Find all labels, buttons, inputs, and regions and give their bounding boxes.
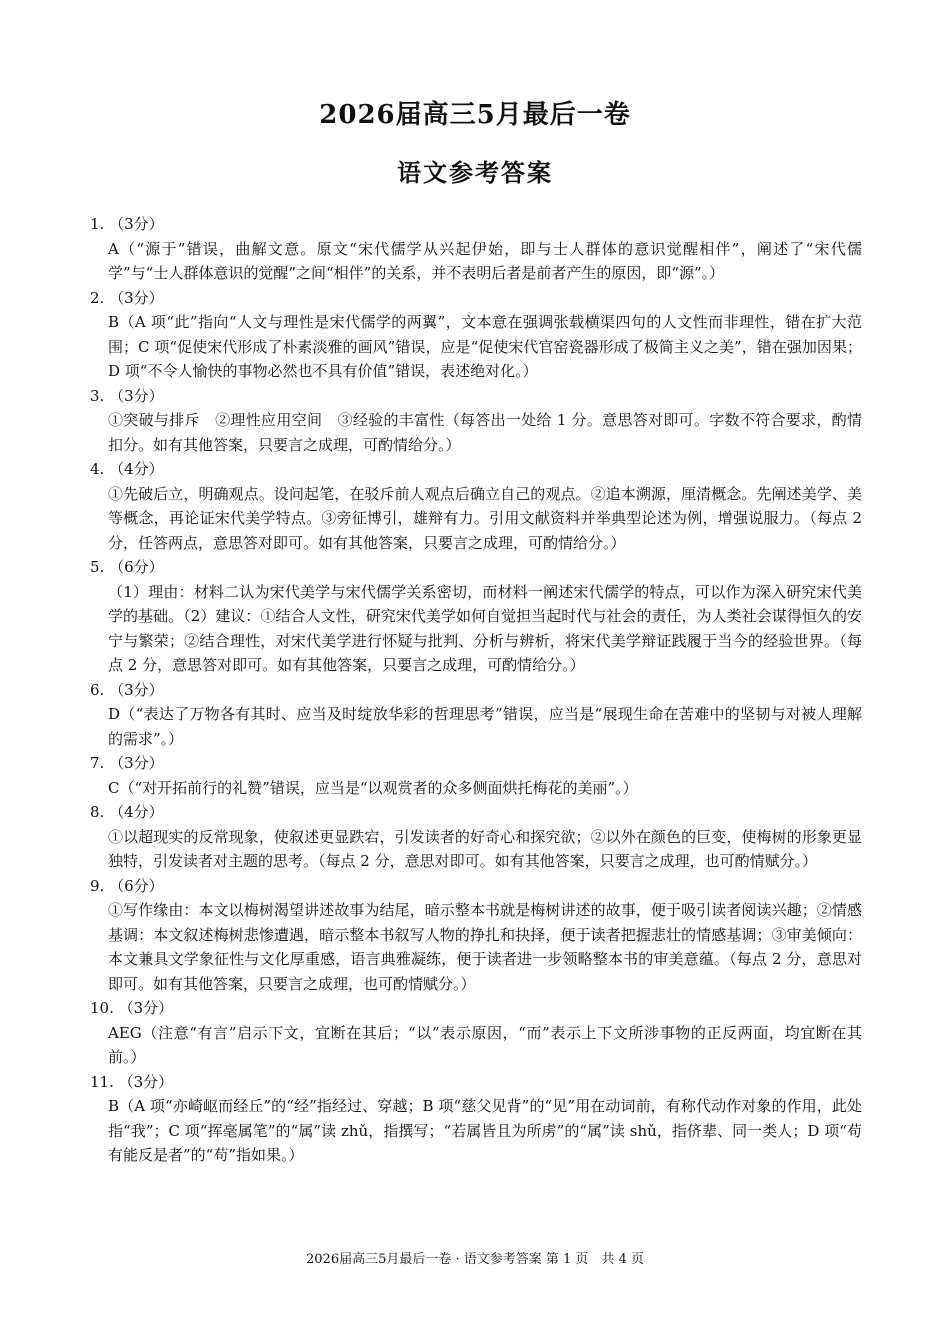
answer-number: 4. （4分） — [90, 460, 164, 478]
answer-number: 6. （3分） — [90, 680, 164, 699]
answer-number: 2. （3分） — [90, 288, 164, 307]
answer-number: 11. （3分） — [90, 1072, 174, 1091]
page-title: 2026届高三5月最后一卷 — [319, 100, 631, 130]
answer-number: 10. （3分） — [90, 999, 174, 1017]
answer-number: 7. （3分） — [90, 754, 164, 772]
answer-item-11 — [90, 1070, 862, 1168]
answer-item-2 — [90, 286, 862, 384]
answer-item-7 — [90, 751, 862, 800]
answer-item-10 — [90, 996, 862, 1070]
answer-text: C（“对开拓前行的礼赞”错误，应当是“以观赏者的众多侧面烘托梅花的美丽”。） — [108, 778, 638, 797]
answer-text: ①突破与排斥 ②理性应用空间 ③经验的丰富性（每答出一处给 1 分。意思答对即可。字数不符合要求，酌情扣分。如有其他答案，只要言之成理，可酌情给分。） — [108, 411, 862, 454]
answer-item-9 — [90, 874, 862, 997]
answer-item-6 — [90, 678, 862, 752]
answer-number: 9. （6分） — [90, 876, 164, 895]
answer-item-1 — [90, 212, 862, 286]
answer-number: 8. （4分） — [90, 803, 164, 821]
answer-text: D（“表达了万物各有其时、应当及时绽放华彩的哲理思考”错误，应当是“展现生命在苦难中的坚韧与对被人理解的需求”。） — [108, 705, 862, 748]
answer-number: 3. （3分） — [90, 386, 164, 405]
answer-item-4 — [90, 457, 862, 555]
answer-list — [90, 212, 862, 1168]
answer-text: ①以超现实的反常现象，使叙述更显跌宕，引发读者的好奇心和探究欲；②以外在颜色的巨变，使梅树的形象更显独特，引发读者对主题的思考。（每点 2 分，意思对即可。如有其他答案，只要言之成理，也可酌情赋分。） — [108, 827, 862, 870]
answer-item-3 — [90, 384, 862, 458]
answer-text: B（A 项“亦崎岖而经丘”的“经”指经过、穿越；B 项“慈父见背”的“见”用在动词前，有称代动作对象的作用，此处指“我”；C 项“挥毫属笔”的“属”读 zhǔ，指撰写；“若属皆且为所虏”的“属”读 shǔ，指侪辈、同一类人；D 项“苟有能反是者”的“苟”指如果。） — [108, 1097, 862, 1164]
answer-number: 1. （3分） — [90, 215, 164, 233]
page-footer: 2026届高三5月最后一卷 · 语文参考答案 第 1 页 共 4 页 — [306, 1252, 644, 1267]
page-subtitle: 语文参考答案 — [397, 158, 553, 187]
answer-text: ①写作缘由：本文以梅树渴望讲述故事为结尾，暗示整本书就是梅树讲述的故事，便于吸引读者阅读兴趣；②情感基调：本文叙述梅树悲惨遭遇，暗示整本书叙写人物的挣扎和抉择，便于读者把握悲壮的情感基调；③审美倾向：本文兼具文学象征性与文化厚重感，语言典雅凝练，便于读者进一步领略整本书的审美意蕴。（每点 2 分，意思对即可。如有其他答案，只要言之成理，也可酌情赋分。） — [108, 901, 862, 993]
answer-text: （1）理由：材料二认为宋代美学与宋代儒学关系密切，而材料一阐述宋代儒学的特点，可以作为深入研究宋代美学的基础。（2）建议：①结合人文性，研究宋代美学如何自觉担当起时代与社会的责任，为人类社会谋得恒久的安宁与繁荣；②结合理性，对宋代美学进行怀疑与批判、分析与辨析，将宋代美学辩证践履于当今的经验世界。（每点 2 分，意思答对即可。如有其他答案，只要言之成理，可酌情给分。） — [108, 582, 862, 674]
answer-number: 5. （6分） — [90, 558, 164, 576]
answer-text: ①先破后立，明确观点。设问起笔，在驳斥前人观点后确立自己的观点。②追本溯源，厘清概念。先阐述美学、美等概念，再论证宋代美学特点。③旁征博引，雄辩有力。引用文献资料并举典型论述为例，增强说服力。（每点 2 分，任答两点，意思答对即可。如有其他答案，只要言之成理，可酌情给分。） — [108, 484, 862, 552]
answer-item-8 — [90, 800, 862, 874]
answer-text: AEG（注意“有言”启示下文，宜断在其后；“以”表示原因，“而”表示上下文所涉事物的正反两面，均宜断在其前。） — [108, 1023, 862, 1066]
answer-item-5 — [90, 555, 862, 678]
answer-text: A（“源于”错误，曲解文意。原文“宋代儒学从兴起伊始，即与士人群体的意识觉醒相伴”，阐述了“宋代儒学”与“士人群体意识的觉醒”之间“相伴”的关系，并不表明后者是前者产生的原因，即“源”。） — [108, 239, 862, 282]
answer-text: B（A 项“此”指向“人文与理性是宋代儒学的两翼”，文本意在强调张载横渠四句的人文性而非理性，错在扩大范围；C 项“促使宋代形成了朴素淡雅的画风”错误，应是“促使宋代官窑瓷器形成了极简主义之美”，错在强加因果；D 项“不令人愉快的事物必然也不具有价值”错误，表述绝对化。） — [108, 313, 862, 380]
